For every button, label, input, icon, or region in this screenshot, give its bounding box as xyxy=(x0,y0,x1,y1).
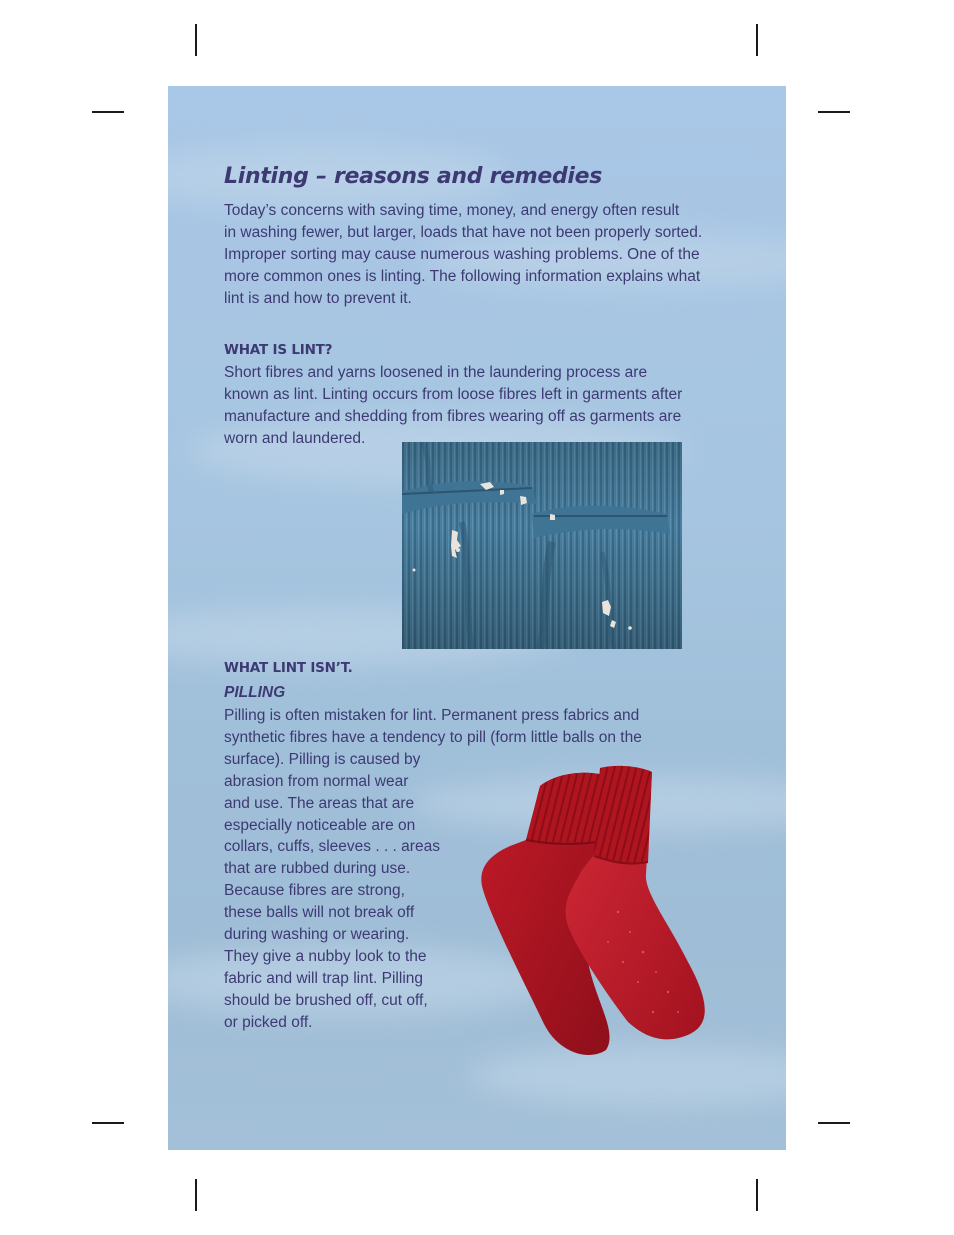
intro-line: Improper sorting may cause numerous washing problems. One of the xyxy=(224,245,700,263)
paragraph-line: or picked off. xyxy=(224,1013,313,1031)
paragraph-line: synthetic fibres have a tendency to pill (form little balls on the xyxy=(224,728,642,746)
paragraph-line: worn and laundered. xyxy=(224,429,366,447)
paragraph-line: during washing or wearing. xyxy=(224,926,410,944)
crop-mark xyxy=(92,1122,124,1124)
paragraph-line: Pilling is often mistaken for lint. Permanent press fabrics and xyxy=(224,707,640,724)
paragraph-line: manufacture and shedding from fibres wearing off as garments are xyxy=(224,407,682,425)
paragraph-line: collars, cuffs, sleeves . . . areas xyxy=(224,838,440,856)
paragraph-line: that are rubbed during use. xyxy=(224,860,411,878)
page-title: Linting – reasons and remedies xyxy=(224,164,603,189)
red-socks-photo xyxy=(478,762,713,1058)
crop-mark xyxy=(818,1122,850,1124)
pilling-subheading: PILLING xyxy=(224,684,286,701)
crop-mark xyxy=(818,111,850,113)
paragraph-line: Because fibres are strong, xyxy=(224,882,405,900)
what-is-lint-heading: WHAT IS LINT? xyxy=(224,342,333,358)
paragraph-line: these balls will not break off xyxy=(224,904,415,922)
intro-line: more common ones is linting. The following information explains what xyxy=(224,267,701,285)
paragraph-line: They give a nubby look to the xyxy=(224,947,427,965)
intro-line: in washing fewer, but larger, loads that have not been properly sorted. xyxy=(224,223,703,241)
crop-mark xyxy=(756,1179,758,1211)
intro-paragraph xyxy=(224,200,702,310)
crop-mark xyxy=(195,24,197,56)
paragraph-line: fabric and will trap lint. Pilling xyxy=(224,969,424,987)
paragraph-line: surface). Pilling is caused by xyxy=(224,750,421,768)
what-lint-isnt-heading: WHAT LINT ISN’T. xyxy=(224,660,353,676)
what-is-lint-paragraph xyxy=(224,362,682,450)
paragraph-line: abrasion from normal wear xyxy=(224,772,409,790)
crop-mark xyxy=(756,24,758,56)
crop-mark xyxy=(195,1179,197,1211)
paragraph-line: especially noticeable are on xyxy=(224,816,416,834)
intro-line: lint is and how to prevent it. xyxy=(224,289,412,307)
paragraph-line: Short fibres and yarns loosened in the laundering process are xyxy=(224,364,648,381)
paragraph-line: known as lint. Linting occurs from loose fibres left in garments after xyxy=(224,385,683,403)
crop-mark xyxy=(92,111,124,113)
paragraph-line: should be brushed off, cut off, xyxy=(224,991,428,1009)
corduroy-lint-photo xyxy=(402,442,682,649)
paragraph-line: and use. The areas that are xyxy=(224,794,415,812)
intro-line: Today’s concerns with saving time, money, and energy often result xyxy=(224,202,680,219)
